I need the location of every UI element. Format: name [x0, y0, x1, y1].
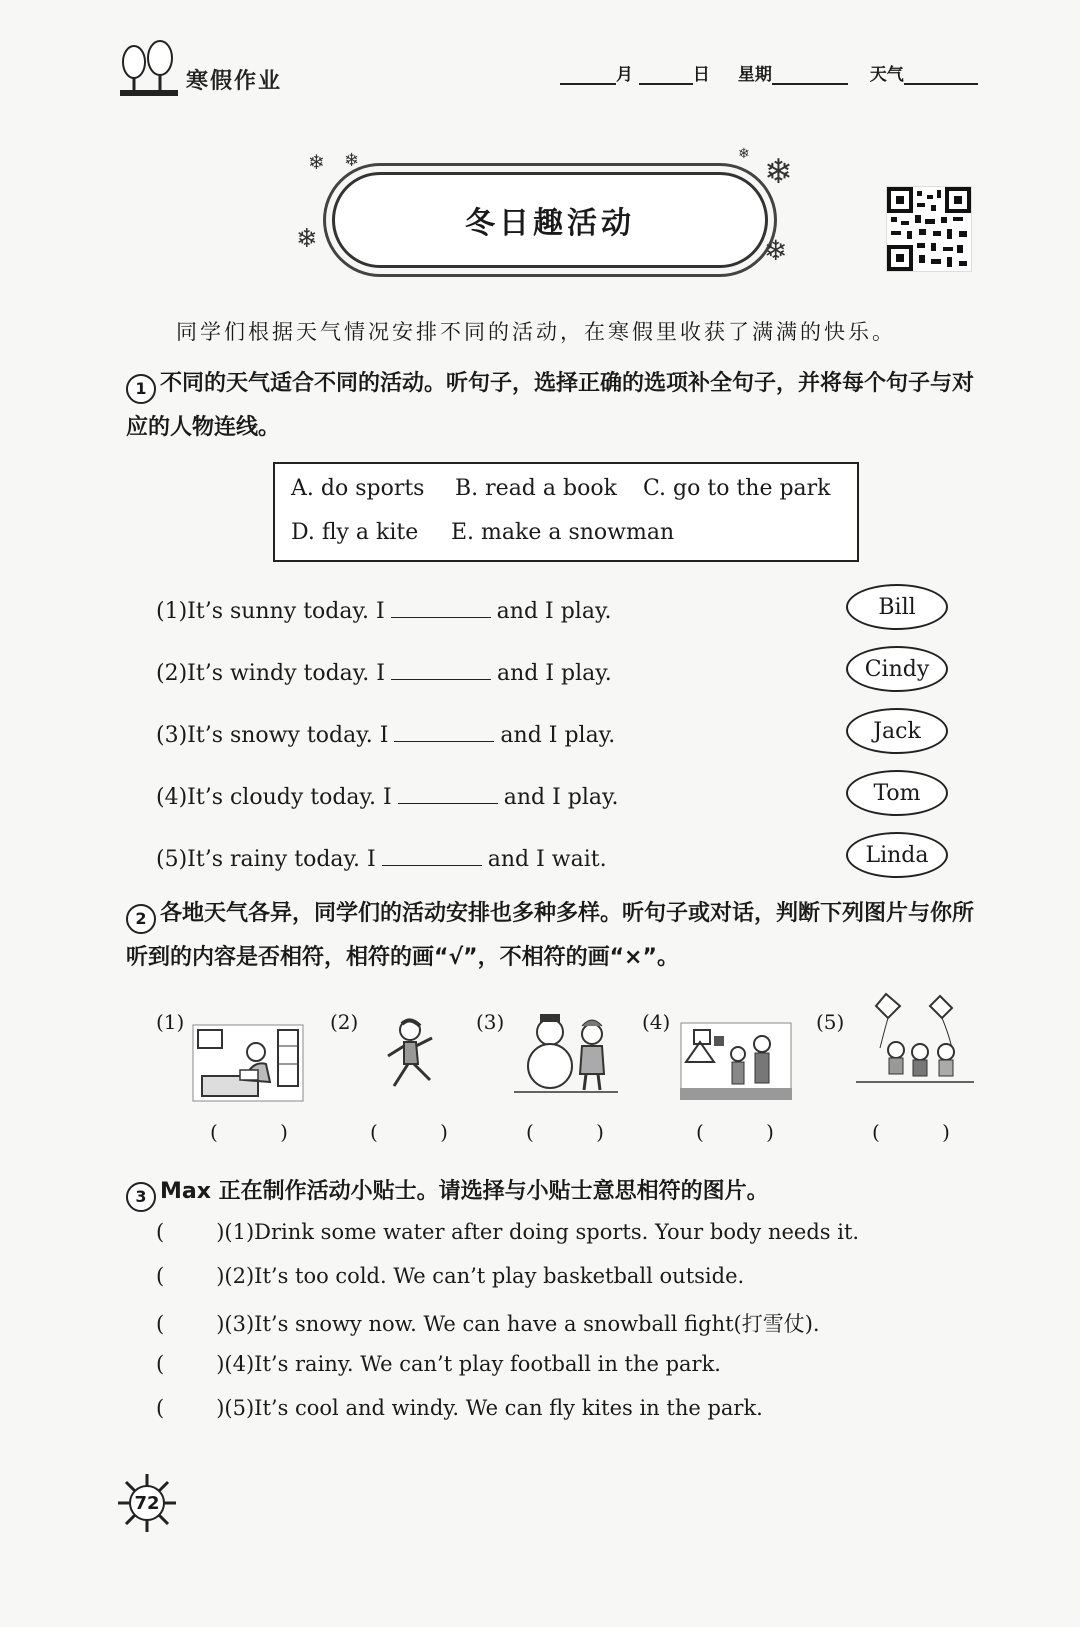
snowflake-icon: ❄ [344, 150, 360, 171]
q3-tip [156, 1220, 859, 1244]
sentence-before: (5)It’s rainy today. I [156, 847, 376, 872]
name-oval-tom[interactable]: Tom [846, 770, 948, 816]
q3-instruction-text: Max 正在制作活动小贴士。请选择与小贴士意思相符的图片。 [160, 1179, 769, 1204]
qr-code-icon [887, 187, 971, 271]
kite-flying-picture [856, 992, 974, 1088]
q3-number-badge: 3 [126, 1182, 156, 1212]
q3-tip [156, 1264, 744, 1288]
sentence-before: (2)It’s windy today. I [156, 661, 385, 686]
weather-label: 天气 [869, 65, 904, 85]
answer-paren[interactable]: ( ) [696, 1120, 802, 1144]
q1-option: C. go to the park [643, 476, 831, 501]
q1-instruction [126, 362, 980, 450]
title-text: 冬日趣活动 [465, 206, 635, 241]
sentence-before: (3)It’s snowy today. I [156, 723, 389, 748]
answer-paren-close[interactable]: ) [216, 1396, 225, 1420]
sentence-after: and I wait. [487, 847, 607, 872]
header-logo [118, 40, 318, 100]
answer-paren-close[interactable]: ) [216, 1220, 225, 1244]
intro-text: 同学们根据天气情况安排不同的活动，在寒假里收获了满满的快乐。 [176, 320, 896, 344]
answer-paren[interactable]: ( ) [370, 1120, 476, 1144]
tip-text: (2)It’s too cold. We can’t play basketball outside. [224, 1264, 745, 1288]
answer-blank[interactable] [382, 845, 482, 866]
day-label: 日 [692, 65, 710, 85]
answer-paren-close[interactable]: ) [216, 1312, 225, 1336]
q1-sentence [156, 721, 615, 748]
picture-label: (5) [816, 1010, 845, 1034]
picture-label: (2) [330, 1010, 359, 1034]
name-oval-bill[interactable]: Bill [846, 584, 948, 630]
q2-instruction-text: 各地天气各异，同学们的活动安排也多种多样。听句子或对话，判断下列图片与你所听到的内容是否相符，相符的画“√”，不相符的画“×”。 [126, 901, 975, 970]
answer-paren-open[interactable]: ( [156, 1352, 165, 1376]
weekday-label: 星期 [737, 65, 772, 85]
name-oval-linda[interactable]: Linda [846, 832, 948, 878]
tip-text: (4)It’s rainy. We can’t play football in the park. [224, 1352, 721, 1376]
page-title [332, 172, 768, 268]
tip-text: (5)It’s cool and windy. We can fly kites in the park. [224, 1396, 763, 1420]
tip-text: (1)Drink some water after doing sports. Your body needs it. [224, 1220, 860, 1244]
answer-paren[interactable]: ( ) [872, 1120, 978, 1144]
q2-instruction [126, 892, 980, 980]
q2-number-badge: 2 [126, 904, 156, 934]
answer-paren-open[interactable]: ( [156, 1220, 165, 1244]
answer-blank[interactable] [391, 597, 491, 618]
month-label: 月 [616, 65, 633, 85]
museum-picture [680, 1022, 792, 1100]
answer-paren-close[interactable]: ) [216, 1352, 225, 1376]
snowman-picture [514, 1012, 618, 1096]
tip-text: (3)It’s snowy now. We can have a snowball fight(打雪仗). [224, 1312, 820, 1336]
qr-code[interactable] [886, 186, 972, 272]
snowflake-icon: ❄ [764, 234, 788, 267]
answer-blank[interactable] [391, 659, 491, 680]
sentence-after: and I play. [496, 661, 612, 686]
q3-tip [156, 1308, 820, 1338]
date-weather-bar [560, 60, 978, 85]
q3-tip [156, 1352, 721, 1376]
q3-instruction [126, 1170, 980, 1214]
answer-paren-open[interactable]: ( [156, 1312, 165, 1336]
snowflake-icon: ❄ [764, 152, 793, 192]
picture-label: (3) [476, 1010, 505, 1034]
q1-sentence [156, 597, 611, 624]
brand-text: 寒假作业 [186, 69, 283, 94]
q1-options-box [273, 462, 859, 562]
snowflake-icon: ❄ [308, 150, 325, 174]
picture-label: (4) [642, 1010, 671, 1034]
q1-option: B. read a book [455, 476, 617, 501]
q1-sentence [156, 659, 612, 686]
page-number: 72 [134, 1492, 160, 1514]
sentence-before: (1)It’s sunny today. I [156, 599, 385, 624]
page-number-badge [116, 1472, 178, 1534]
answer-blank[interactable] [394, 721, 494, 742]
q1-option: E. make a snowman [451, 520, 675, 545]
q3-tip [156, 1396, 763, 1420]
answer-paren[interactable]: ( ) [210, 1120, 316, 1144]
picture-label: (1) [156, 1010, 185, 1034]
q1-instruction-text: 不同的天气适合不同的活动。听句子，选择正确的选项补全句子，并将每个句子与对应的人物连线。 [126, 371, 975, 440]
answer-paren-close[interactable]: ) [216, 1264, 225, 1288]
snowflake-icon: ❄ [738, 146, 750, 162]
tree-icon [118, 40, 182, 98]
running-picture [376, 1016, 446, 1096]
reading-picture [192, 1024, 304, 1102]
q1-option: D. fly a kite [291, 520, 419, 545]
answer-blank[interactable] [398, 783, 498, 804]
sentence-before: (4)It’s cloudy today. I [156, 785, 392, 810]
name-oval-cindy[interactable]: Cindy [846, 646, 948, 692]
answer-paren-open[interactable]: ( [156, 1396, 165, 1420]
q1-number-badge: 1 [126, 374, 156, 404]
q1-sentence [156, 845, 607, 872]
sentence-after: and I play. [496, 599, 612, 624]
sentence-after: and I play. [503, 785, 619, 810]
answer-paren-open[interactable]: ( [156, 1264, 165, 1288]
q1-sentence [156, 783, 619, 810]
q1-option: A. do sports [291, 476, 425, 501]
answer-paren[interactable]: ( ) [526, 1120, 632, 1144]
snowflake-icon: ❄ [296, 224, 318, 254]
sentence-after: and I play. [500, 723, 616, 748]
name-oval-jack[interactable]: Jack [846, 708, 948, 754]
